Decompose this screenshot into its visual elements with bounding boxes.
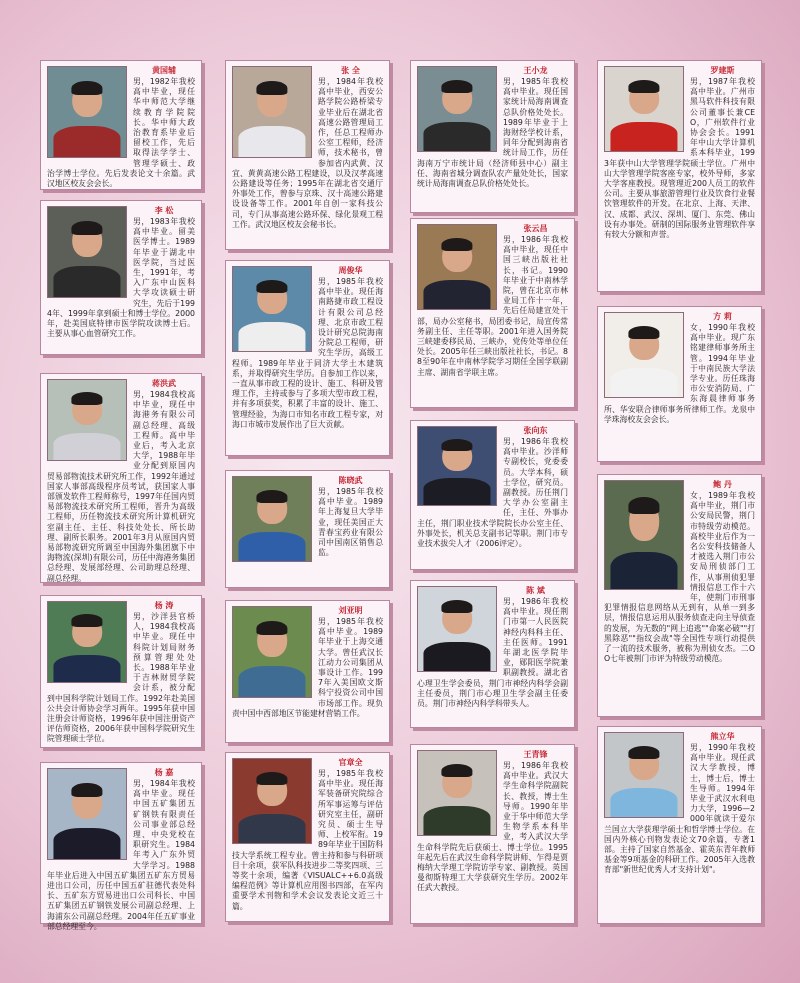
portrait-photo — [604, 732, 684, 818]
profile-card — [40, 200, 202, 355]
portrait-photo — [232, 606, 312, 698]
profile-name: 张 全 — [341, 66, 360, 75]
profile-bio: 男，1985年我校高中毕业。1989年上海复旦大学毕业，现任美国正大青春宝药业有限公司中国南区销售总监。 — [318, 487, 383, 558]
profile-card — [410, 60, 575, 213]
profile-card — [225, 60, 390, 250]
profile-card — [410, 580, 575, 728]
profile-bio: 男，1983年我校高中毕业。留美医学博士。1989年毕业于湖北中医学院，当过医生，1991年，考入广东中山医科大学攻读硕士研究生，先后于1994年、1999年拿到硕士和博士学位。2000年，赴美国底特律市医学院攻读博士后。主要从事心血管研究工作。 — [47, 217, 195, 339]
profile-bio: 男，1990年我校高中毕业。现任武汉大学教授，博士，博士后，博士生导师。1994年毕业于武汉水利电力大学，1996—2000年就读于爱尔兰国立大学获理学硕士和哲学博士学位。在国内外核心刊物发表论文70余篇，专著1部。主持了国家自然基金、霍英东青年教师基金等9项基金的科研工作。2005年入选教育部"新世纪优秀人才支持计划"。 — [604, 743, 755, 875]
profile-name: 周俊华 — [338, 266, 363, 275]
portrait-photo — [47, 601, 127, 683]
profile-bio: 男，1982年我校高中毕业，现任华中师范大学继续教育学院院长。华中师大政治教育系毕业后留校工作，先后取得法学学士、管理学硕士、政治学博士学位。先后发表论文十余篇。武汉地区校友会会长。 — [47, 77, 195, 189]
profile-name: 蒋洪武 — [152, 379, 176, 388]
portrait-photo — [417, 586, 497, 672]
profile-bio: 男，1984年我校高中毕业，西安公路学院公路桥梁专业毕业后在湖北省高速公路管理局工作，任总工程师办公室工程师，经济师，技术秘书，曾参加省内武黄、汉宜、黄黄高速公路工程建设，以及汉孝高速公路建设等任务；1995年在湖北省交通厅外事处工作，曾参与京珠、汉十高速公路建设设备等工作。2001年自创一家科技公司，专门从事高速公路环保、绿化景观工程工作。武汉地区校友会秘书长。 — [232, 77, 383, 229]
portrait-photo — [604, 480, 684, 590]
profile-bio: 男，沙洋县官桥人，1984我校高中毕业。现任中科院计划局财务预算管理处处长。1988年毕业于吉林财贸学院会计系，被分配到中国科学院计划局工作。1992年赴美国公共会计师协会学习两年。1995年获中国注册会计师资格，1996年获中国注册资产评估师资格，2006年获中国科学院研究生院管理硕士学位。 — [47, 612, 195, 744]
profile-card — [410, 420, 575, 570]
profile-bio: 男，1984年我校高中毕业。现任中国五矿集团五矿钢铁有限责任公司事业部总经理、中央党校在职研究生。1984年考入广东外贸大学学习。1988年毕业后进入中国五矿集团五矿东方贸易进出口公司，历任中国五矿驻德代表处科长、五矿东方贸易进出口公司科长、中国五矿集团五矿钢铁发展公司副总经理、上海浦东公司副总经理。2004年任五矿事业部总经理至今。 — [47, 779, 195, 931]
profile-name: 王小龙 — [523, 66, 548, 75]
profile-bio: 男，1986年我校高中毕业。武汉大学生命科学院副院长、教授，博士生导师。1990年毕业于华中师范大学生物学系本科毕业，考入武汉大学生命科学院先后获硕士、博士学位。1995年起先后在武汉生命科学院讲师、乍得是贾梅纳大学理工学院访学专家、副教授。英国曼彻斯特理工大学获研究生学历。2002年任武大教授。 — [417, 761, 568, 893]
profile-name: 鲍 丹 — [713, 480, 732, 489]
profile-name: 罗建斯 — [710, 66, 735, 75]
profile-bio: 男，1986年我校高中毕业。现任荆门市第一人民医院神经内科科主任、主任医师。1991年湖北医学院毕业，郧阳医学院兼职副教授。湖北省心理卫生学会委员，荆门市神经内科学会副主任委员，荆门市心理卫生学会副主任委员。荆门市神经内科学科带头人。 — [417, 597, 568, 709]
profile-bio: 男，1986年我校高中毕业，现任中国三峡出版社社长，书记。1990年毕业于中南林学院，曾在北京市林业局工作十一年，先后任局建宣处干部，局办公室秘书，局团委书记，局宣传常务副主任、主任等职。2001年进入国务院三峡建委移民局、三峡办，党传处等单位任处长。2005年任三峡出版社社长，书记。88至90年在中南林学院学习期任全国学联副主席、湖南省学联主席。 — [417, 235, 568, 377]
profile-card — [225, 470, 390, 588]
profile-card — [40, 60, 202, 190]
profile-bio: 男，1984我校高中毕业，现任中海港务有限公司副总经理、高级工程师。高中毕业后，考入北京大学，1988年毕业分配到原国内贸易部物流技术研究所工作，1992年通过国家人事部高级程序员考试，获国家人事部颁发软件工程师称号，1997年任国内贸易部物流技术研究所工程师，晋升为高级工程师，历任物流技术研究所计算机研究室副主任、主任、科技处处长、所长助理、副所长职务。2001年3月从原国内贸易部物流研究所调至中国海外集团旗下中海物流(深圳)有限公司，历任中海港务集团总经理、发展部经理、公司助理总经理、副总经理。 — [47, 390, 195, 583]
profile-card — [410, 218, 575, 408]
profile-name: 杨 涛 — [154, 601, 174, 610]
profile-bio: 男，1985年我校高中毕业。现任海南路捷市政工程设计有限公司总经理、北京市政工程设计研究总院海南分院总工程师，研究生学历，高级工程师。1989年毕业于同济大学土木建筑系，并取得研究生学历。自参加工作以来，一直从事市政工程的设计、施工、科研及管理工作，主持或参与了多项大型市政工程，并有多项获奖，积累了丰富的设计、施工、管理经验，为海口市知名市政工程专家，对海口市城市发展作出了巨大贡献。 — [232, 277, 383, 429]
portrait-photo — [47, 66, 127, 158]
profile-name: 黄国辅 — [152, 66, 176, 75]
portrait-photo — [232, 266, 312, 352]
profile-name: 张云昌 — [523, 224, 548, 233]
portrait-photo — [417, 426, 497, 506]
portrait-photo — [417, 224, 497, 310]
profile-card — [40, 595, 202, 748]
profile-card — [40, 762, 202, 931]
profile-card — [225, 600, 390, 743]
profile-name: 方 莉 — [713, 312, 732, 321]
profile-bio: 女，1989年我校高中毕业，荆门市公安局民警，荆门市特级劳动模范。高校毕业后作为一名公安科技储备人才被选入荆门市公安局刑侦部门工作，从事刑侦犯罪情报信息工作十六年，使荆门市刑事犯罪情报信息网络从无到有，从单一到多层，情报信息运用从服务侦查走向主导侦查的发展，为无数的"网上追逃""命案必破""打黑除恶""指纹会战"等全国性专项行动提供了一流的技术服务，被称为刑侦女杰。二OO七年被荆门市评为特级劳动模范。 — [604, 491, 755, 664]
profile-name: 陈 斌 — [526, 586, 545, 595]
profile-card — [410, 744, 575, 924]
profile-bio: 男，1986年我校高中毕业。沙洋师专副校长，党委委员。大学本科，硕士学位，研究员。副教授。历任荆门大学办公室副主任，主任、外事办主任，荆门职业技术学院院长办公室主任、外事处长，机关总支副书记等职。荆门市专业技术拔尖人才（2006评定）。 — [417, 437, 568, 549]
profile-name: 张向东 — [523, 426, 548, 435]
profile-bio: 男，1985年我校高中毕业。现任国家统计局海南调查总队价格处处长。1989年毕业于上海财经学校计系，同年分配到海南省统计局工作，历任海南万宁市统计局（经济师县中心）副主任、海南省城分调查队农产量处处长，国家统计局海南调查总队价格处处长。 — [417, 77, 568, 189]
profile-name: 刘亚明 — [338, 606, 363, 615]
profile-bio: 男，1985年我校高中毕业。1989年毕业于上海交通大学。曾任武汉长江动力公司集团从事设计工作。1997年入美国欧文斯科宁投资公司中国市场部工作。现负责中国中西部地区节能建材营销工作。 — [232, 617, 383, 718]
profile-name: 杨 嘉 — [154, 768, 174, 777]
profile-card — [597, 474, 762, 717]
portrait-photo — [604, 66, 684, 152]
portrait-photo — [47, 206, 127, 298]
portrait-photo — [232, 476, 312, 562]
profile-bio: 男，1985年我校高中毕业。现任海军装备研究院综合所军事运筹与评估研究室主任，副研究员、硕士生导师、上校军衔。1989年毕业于国防科技大学系统工程专业。曾主持和参与科研项目十余项，获军队科技进步二等奖四项、三等奖十余项，编著《VISUALC++6.0高级编程范例》等计算机应用图书四部，在军内重要学术刊物和学术会议发表论文近三十篇。 — [232, 769, 383, 911]
profile-card — [225, 260, 390, 456]
profile-name: 王青锋 — [523, 750, 548, 759]
profile-card — [597, 306, 762, 462]
portrait-photo — [232, 758, 312, 844]
profile-card — [225, 752, 390, 922]
portrait-photo — [604, 312, 684, 398]
portrait-photo — [417, 66, 497, 152]
profile-bio: 女，1990年我校高中毕业。现广东铭建律师事务所主管。1994年毕业于中南民族大学法学专业。历任珠海市公安消防局、广东海晨律师事务所、华安联合律师事务所律师工作。龙泉中学珠海校友会会长。 — [604, 323, 755, 424]
profile-card — [40, 373, 202, 583]
profile-name: 熊立华 — [710, 732, 735, 741]
portrait-photo — [417, 750, 497, 836]
profile-name: 李 松 — [154, 206, 174, 215]
portrait-photo — [47, 768, 127, 860]
portrait-photo — [232, 66, 312, 158]
profile-card — [597, 726, 762, 924]
profile-name: 陈晓武 — [338, 476, 363, 485]
profile-card — [597, 60, 762, 292]
portrait-photo — [47, 379, 127, 461]
profile-name: 官章全 — [338, 758, 363, 767]
profile-bio: 男，1987年我校高中毕业。广州市黑马软件科技有限公司董事长兼CEO，广州软件行业协会会长。1991年中山大学计算机系本科毕业，1993年获中山大学管理学院硕士学位。广州中山大学管理学院客座专家，校外导师，多家大学客座教授。现管理近200人员工的软件公司。主要从事旅游管理行业及饮食行业餐饮管理软件的开发。在北京、上海、天津、汉、成都、武汉、深圳、厦门、东莞、佛山设有办事处。研制的国际服务业管理软件享有较大分额和声誉。 — [604, 77, 755, 240]
